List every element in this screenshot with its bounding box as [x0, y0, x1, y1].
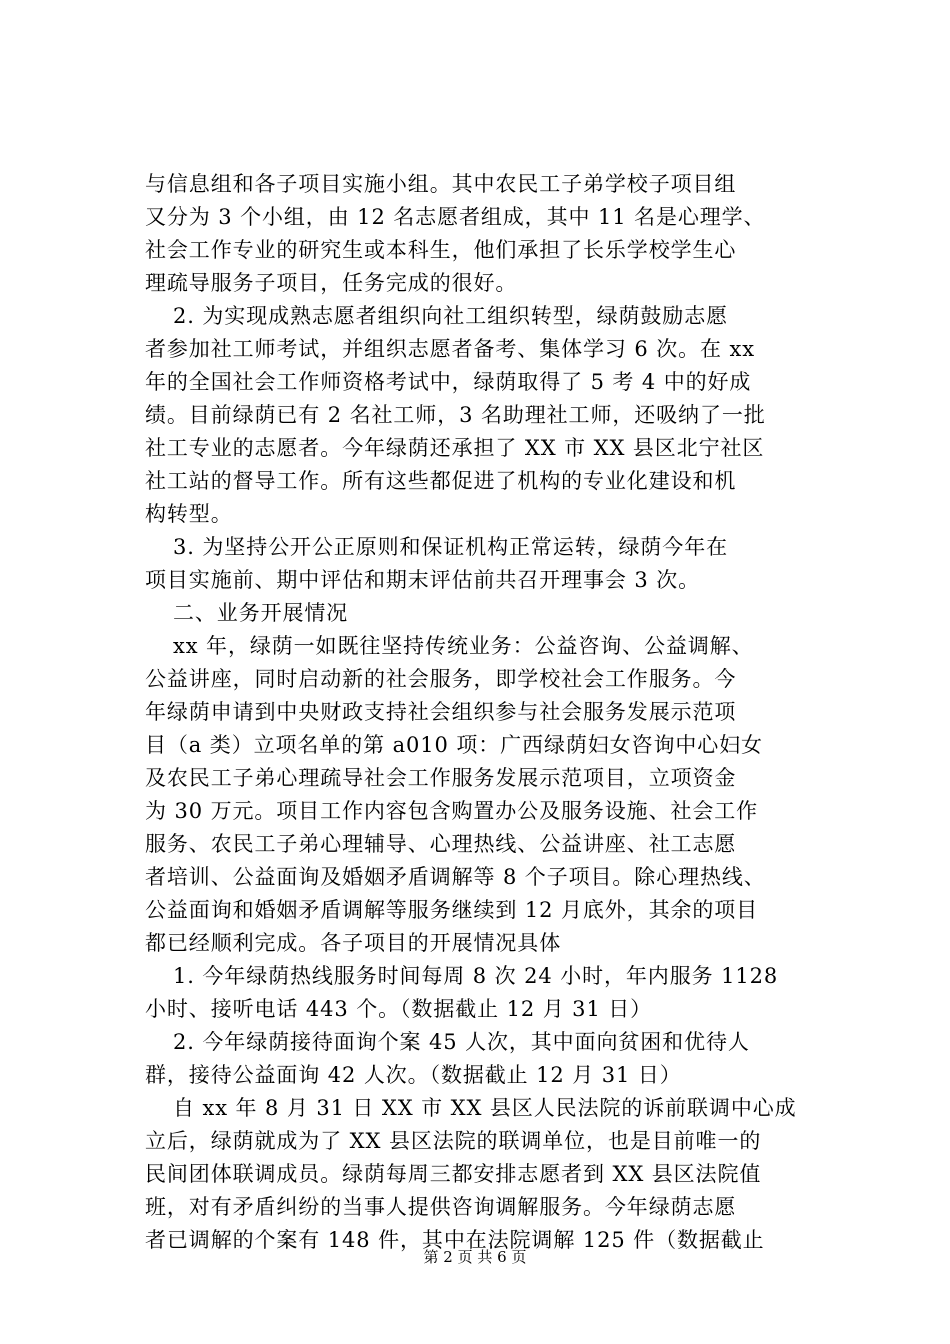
text-line: 立后，绿荫就成为了 XX 县区法院的联调单位，也是目前唯一的 — [145, 1129, 762, 1153]
text-line: 民间团体联调成员。绿荫每周三都安排志愿者到 XX 县区法院值 — [145, 1162, 762, 1186]
text-line: 服务、农民工子弟心理辅导、心理热线、公益讲座、社工志愿 — [145, 832, 737, 856]
text-line: 公益面询和婚姻矛盾调解等服务继续到 12 月底外，其余的项目 — [145, 898, 759, 922]
paragraph-start-line: 3. 为坚持公开公正原则和保证机构正常运转，绿荫今年在 — [173, 535, 729, 559]
text-line: 又分为 3 个小组，由 12 名志愿者组成，其中 11 名是心理学、 — [145, 205, 766, 229]
text-line: 年绿荫申请到中央财政支持社会组织参与社会服务发展示范项 — [145, 700, 737, 724]
text-line: 及农民工子弟心理疏导社会工作服务发展示范项目，立项资金 — [145, 766, 737, 790]
text-line: 者参加社工师考试，并组织志愿者备考、集体学习 6 次。在 xx — [145, 337, 755, 361]
paragraph-start-line: 自 xx 年 8 月 31 日 XX 市 XX 县区人民法院的诉前联调中心成 — [173, 1096, 797, 1120]
paragraph-start-line: 2. 为实现成熟志愿者组织向社工组织转型，绿荫鼓励志愿 — [173, 304, 729, 328]
page-number-footer: 第 2 页 共 6 页 — [423, 1248, 527, 1266]
document-body — [145, 168, 835, 1257]
paragraph-start-line: 2. 今年绿荫接待面询个案 45 人次，其中面向贫困和优待人 — [173, 1030, 750, 1054]
text-line: 构转型。 — [145, 502, 233, 526]
text-line: 公益讲座，同时启动新的社会服务，即学校社会工作服务。今 — [145, 667, 737, 691]
text-line: 群，接待公益面询 42 人次。（数据截止 12 月 31 日） — [145, 1063, 682, 1087]
text-line: 班，对有矛盾纠纷的当事人提供咨询调解服务。今年绿荫志愿 — [145, 1195, 737, 1219]
text-line: 都已经顺利完成。各子项目的开展情况具体 — [145, 931, 562, 955]
text-line: 与信息组和各子项目实施小组。其中农民工子弟学校子项目组 — [145, 172, 737, 196]
text-line: 小时、接听电话 443 个。（数据截止 12 月 31 日） — [145, 997, 653, 1021]
text-line: 者已调解的个案有 148 件，其中在法院调解 125 件（数据截止 — [145, 1228, 765, 1252]
paragraph-start-line: xx 年，绿荫一如既往坚持传统业务：公益咨询、公益调解、 — [173, 634, 754, 658]
text-line: 绩。目前绿荫已有 2 名社工师，3 名助理社工师，还吸纳了一批 — [145, 403, 766, 427]
text-line: 目（a 类）立项名单的第 a010 项：广西绿荫妇女咨询中心妇女 — [145, 733, 763, 757]
text-line: 社会工作专业的研究生或本科生，他们承担了长乐学校学生心 — [145, 238, 737, 262]
text-line: 项目实施前、期中评估和期末评估前共召开理事会 3 次。 — [145, 568, 701, 592]
text-line: 为 30 万元。项目工作内容包含购置办公及服务设施、社会工作 — [145, 799, 759, 823]
section-heading: 二、业务开展情况 — [173, 601, 349, 625]
text-line: 理疏导服务子项目，任务完成的很好。 — [145, 271, 518, 295]
paragraph-start-line: 1. 今年绿荫热线服务时间每周 8 次 24 小时，年内服务 1128 — [173, 964, 779, 988]
text-line: 年的全国社会工作师资格考试中，绿荫取得了 5 考 4 中的好成 — [145, 370, 752, 394]
text-line: 社工专业的志愿者。今年绿荫还承担了 XX 市 XX 县区北宁社区 — [145, 436, 765, 460]
text-line: 社工站的督导工作。所有这些都促进了机构的专业化建设和机 — [145, 469, 737, 493]
text-line: 者培训、公益面询及婚姻矛盾调解等 8 个子项目。除心理热线、 — [145, 865, 766, 889]
